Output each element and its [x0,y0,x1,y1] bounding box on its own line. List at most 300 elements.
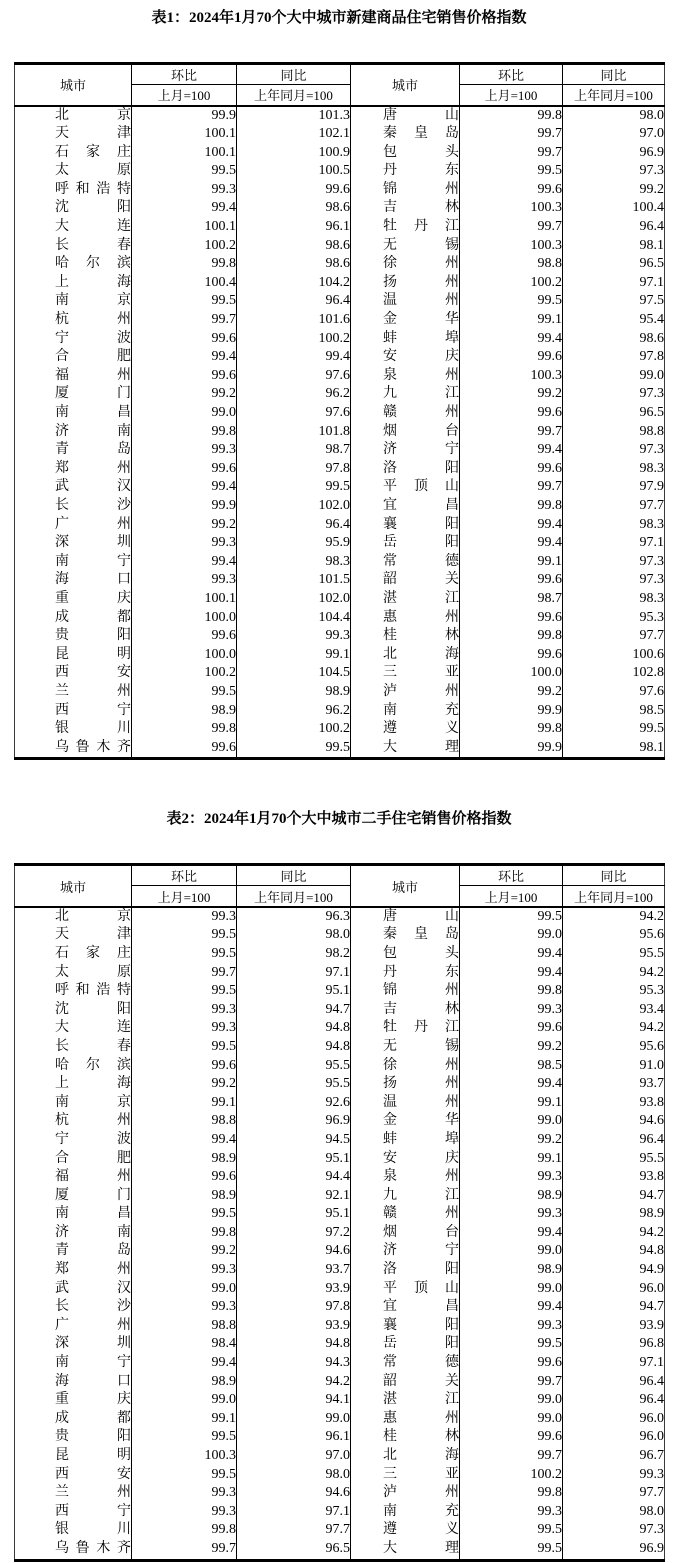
yoy-index-value: 94.7 [237,1001,351,1020]
mom-index-value: 99.5 [132,926,237,945]
city-name: 吉林 [383,200,459,216]
yoy-index-value: 95.6 [563,1038,665,1057]
yoy-index-value: 97.3 [563,162,665,181]
city-cell [351,1187,460,1206]
city-cell [351,1001,460,1020]
city-cell [351,1428,460,1447]
yoy-index-value: 96.0 [563,1280,665,1299]
yoy-index-value: 97.7 [563,627,665,646]
city-name: 大理 [383,1540,459,1556]
mom-index-value: 99.8 [460,1484,563,1503]
city-name: 武汉 [55,479,131,495]
mom-index-value: 99.3 [132,1261,237,1280]
yoy-index-value: 99.5 [237,478,351,497]
city-name: 安庆 [383,349,459,365]
table-row [15,274,665,293]
city-cell [351,1317,460,1336]
mom-index-value: 99.6 [460,646,563,665]
table-row [15,945,665,964]
table-row [15,627,665,646]
yoy-index-value: 92.6 [237,1094,351,1113]
yoy-index-value: 94.5 [237,1131,351,1150]
mom-index-value: 99.5 [132,1466,237,1485]
city-cell [15,125,132,144]
city-cell [351,964,460,983]
mom-index-value: 99.0 [460,926,563,945]
city-cell [15,1391,132,1410]
mom-index-value: 99.6 [132,627,237,646]
city-name: 杭州 [55,312,131,328]
yoy-index-value: 96.0 [563,1428,665,1447]
yoy-index-value: 94.9 [563,1261,665,1280]
city-cell [351,945,460,964]
mom-index-value: 98.9 [132,1187,237,1206]
city-name: 石家庄 [55,144,131,160]
mom-index-value: 99.4 [460,964,563,983]
yoy-index-value: 97.3 [563,553,665,572]
city-name: 合肥 [55,349,131,365]
yoy-index-value: 98.6 [563,330,665,349]
city-name: 沈阳 [55,1001,131,1017]
city-cell [15,1150,132,1169]
city-cell [351,237,460,256]
city-name: 韶关 [383,572,459,588]
mom-index-value: 100.3 [132,1447,237,1466]
yoy-index-value: 99.5 [563,720,665,739]
city-cell [351,627,460,646]
mom-index-value: 99.6 [132,739,237,759]
mom-index-value: 99.8 [460,106,563,126]
city-name: 洛阳 [383,1262,459,1278]
mom-index-value: 99.0 [460,1242,563,1261]
mom-index-value: 99.2 [460,1038,563,1057]
city-name: 扬州 [383,1076,459,1092]
mom-index-value: 99.3 [460,1205,563,1224]
city-name: 牡丹江 [383,1020,459,1036]
city-cell [351,1373,460,1392]
city-name: 郑州 [55,1262,131,1278]
city-cell [351,292,460,311]
mom-index-value: 99.4 [460,330,563,349]
city-cell [351,404,460,423]
yoy-index-value: 96.4 [563,1131,665,1150]
yoy-index-value: 95.1 [237,1205,351,1224]
mom-index-value: 99.0 [460,1410,563,1429]
city-name: 贵阳 [55,628,131,644]
city-name: 桂林 [383,1429,459,1445]
city-cell [15,1540,132,1560]
city-cell [15,311,132,330]
mom-index-value: 100.0 [132,609,237,628]
city-name: 宜昌 [383,1299,459,1315]
table-row [15,497,665,516]
city-cell [15,367,132,386]
header-yoy-base-right: 上年同月=100 [563,85,665,106]
city-name: 湛江 [383,1392,459,1408]
mom-index-value: 99.5 [460,1335,563,1354]
city-name: 南宁 [55,1355,131,1371]
city-name: 秦皇岛 [383,126,459,142]
city-cell [351,1242,460,1261]
city-cell [15,1521,132,1540]
city-name: 沈阳 [55,200,131,216]
table-row [15,1298,665,1317]
mom-index-value: 99.8 [460,627,563,646]
city-name: 厦门 [55,386,131,402]
yoy-index-value: 99.1 [237,646,351,665]
mom-index-value: 99.4 [132,1131,237,1150]
city-cell [15,1428,132,1447]
yoy-index-value: 94.8 [237,1038,351,1057]
header-yoy-base-left: 上年同月=100 [237,886,351,907]
city-cell [351,1150,460,1169]
table-row [15,534,665,553]
city-cell [15,720,132,739]
city-cell [351,162,460,181]
city-name: 韶关 [383,1373,459,1389]
yoy-index-value: 98.6 [237,237,351,256]
city-cell [15,1298,132,1317]
city-cell [351,571,460,590]
mom-index-value: 99.1 [132,1410,237,1429]
city-cell [15,478,132,497]
mom-index-value: 99.6 [460,1354,563,1373]
table-row [15,106,665,126]
city-cell [15,627,132,646]
yoy-index-value: 99.0 [237,1410,351,1429]
mom-index-value: 99.0 [132,1280,237,1299]
table-row [15,590,665,609]
table-row [15,199,665,218]
city-cell [351,497,460,516]
city-cell [351,1521,460,1540]
header-mom-base-left: 上月=100 [132,85,237,106]
city-name: 济宁 [383,1243,459,1259]
city-name: 大连 [55,219,131,235]
yoy-index-value: 97.1 [563,534,665,553]
city-cell [15,1242,132,1261]
table-row [15,1038,665,1057]
table-row [15,1224,665,1243]
yoy-index-value: 97.3 [563,441,665,460]
table-row [15,292,665,311]
yoy-index-value: 96.1 [237,1428,351,1447]
city-cell [15,404,132,423]
mom-index-value: 100.3 [460,367,563,386]
mom-index-value: 98.5 [460,1057,563,1076]
city-cell [15,553,132,572]
city-name: 无锡 [383,1038,459,1054]
mom-index-value: 99.7 [132,964,237,983]
yoy-index-value: 91.0 [563,1057,665,1076]
table-row [15,516,665,535]
city-name: 温州 [383,293,459,309]
city-cell [15,609,132,628]
city-name: 唐山 [383,107,459,123]
city-name: 包头 [383,945,459,961]
mom-index-value: 100.3 [460,199,563,218]
table-row [15,367,665,386]
yoy-index-value: 94.8 [563,1242,665,1261]
table-row [15,311,665,330]
mom-index-value: 99.4 [132,553,237,572]
city-name: 西宁 [55,1503,131,1519]
table-row [15,1373,665,1392]
city-name: 上海 [55,274,131,290]
city-cell [15,1335,132,1354]
yoy-index-value: 94.6 [237,1484,351,1503]
mom-index-value: 100.1 [132,590,237,609]
city-cell [351,478,460,497]
yoy-index-value: 93.7 [237,1261,351,1280]
table-row [15,1521,665,1540]
city-name: 唐山 [383,908,459,924]
city-cell [351,423,460,442]
mom-index-value: 99.4 [460,945,563,964]
yoy-index-value: 95.5 [563,1150,665,1169]
table-row [15,720,665,739]
mom-index-value: 99.4 [460,1298,563,1317]
yoy-index-value: 92.1 [237,1187,351,1206]
mom-index-value: 99.5 [460,292,563,311]
yoy-index-value: 94.8 [237,1019,351,1038]
city-cell [15,162,132,181]
mom-index-value: 99.8 [132,1224,237,1243]
yoy-index-value: 94.6 [237,1242,351,1261]
city-cell [15,1410,132,1429]
yoy-index-value: 96.2 [237,385,351,404]
city-name: 常德 [383,1355,459,1371]
mom-index-value: 99.2 [132,1075,237,1094]
city-name: 锦州 [383,181,459,197]
table-row [15,1261,665,1280]
yoy-index-value: 94.2 [563,907,665,927]
mom-index-value: 100.2 [132,664,237,683]
table2-title: 表2：2024年1月70个大中城市二手住宅销售价格指数 [166,811,512,828]
mom-index-value: 98.8 [132,1112,237,1131]
city-cell [351,1466,460,1485]
yoy-index-value: 101.5 [237,571,351,590]
mom-index-value: 99.3 [132,1001,237,1020]
mom-index-value: 99.6 [460,348,563,367]
mom-index-value: 99.7 [460,218,563,237]
mom-index-value: 100.2 [460,1466,563,1485]
mom-index-value: 99.1 [132,1094,237,1113]
city-name: 太原 [55,964,131,980]
yoy-index-value: 95.3 [563,982,665,1001]
yoy-index-value: 95.5 [237,1057,351,1076]
table-row [15,1466,665,1485]
city-name: 北京 [55,107,131,123]
city-name: 石家庄 [55,945,131,961]
header-mom-base-right: 上月=100 [460,85,563,106]
city-name: 合肥 [55,1150,131,1166]
mom-index-value: 98.9 [132,1150,237,1169]
city-cell [15,497,132,516]
yoy-index-value: 98.8 [563,423,665,442]
mom-index-value: 100.1 [132,218,237,237]
mom-index-value: 100.3 [460,237,563,256]
city-cell [15,664,132,683]
city-cell [15,423,132,442]
city-name: 宁波 [55,1131,131,1147]
city-cell [351,330,460,349]
city-name: 西安 [55,1466,131,1482]
city-name: 丹东 [383,163,459,179]
city-name: 岳阳 [383,1336,459,1352]
city-name: 天津 [55,927,131,943]
city-cell [351,1075,460,1094]
mom-index-value: 98.4 [132,1335,237,1354]
mom-index-value: 98.8 [460,255,563,274]
table-row [15,1019,665,1038]
mom-index-value: 99.1 [460,311,563,330]
city-cell [351,1131,460,1150]
mom-index-value: 99.2 [460,1131,563,1150]
yoy-index-value: 94.3 [237,1354,351,1373]
yoy-index-value: 94.2 [563,1019,665,1038]
city-name: 济南 [55,1224,131,1240]
header-city-left: 城市 [59,78,86,94]
mom-index-value: 99.7 [460,144,563,163]
yoy-index-value: 93.7 [563,1075,665,1094]
city-name: 惠州 [383,1410,459,1426]
mom-index-value: 99.3 [460,1503,563,1522]
city-cell [351,385,460,404]
yoy-index-value: 98.0 [237,926,351,945]
yoy-index-value: 102.0 [237,497,351,516]
city-cell [351,1280,460,1299]
city-cell [351,367,460,386]
mom-index-value: 99.4 [460,516,563,535]
city-name: 兰州 [55,1485,131,1501]
city-name: 北海 [383,646,459,662]
header-yoy-right: 同比 [563,64,665,85]
header-yoy-base-right: 上年同月=100 [563,886,665,907]
yoy-index-value: 100.5 [237,162,351,181]
table-row [15,1075,665,1094]
mom-index-value: 99.7 [460,1373,563,1392]
yoy-index-value: 97.5 [563,292,665,311]
city-name: 福州 [55,367,131,383]
yoy-index-value: 102.8 [563,664,665,683]
yoy-index-value: 97.8 [563,348,665,367]
city-cell [351,106,460,126]
table-row [15,683,665,702]
mom-index-value: 99.6 [460,609,563,628]
city-cell [15,907,132,927]
yoy-index-value: 97.2 [237,1224,351,1243]
table-row [15,255,665,274]
yoy-index-value: 97.9 [563,478,665,497]
yoy-index-value: 95.4 [563,311,665,330]
city-name: 南宁 [55,553,131,569]
mom-index-value: 99.3 [132,181,237,200]
table-row [15,907,665,927]
yoy-index-value: 97.1 [237,1503,351,1522]
table-row [15,1354,665,1373]
yoy-index-value: 96.4 [237,292,351,311]
city-cell [351,460,460,479]
city-name: 深圳 [55,535,131,551]
yoy-index-value: 101.8 [237,423,351,442]
mom-index-value: 99.3 [460,1317,563,1336]
city-cell [351,982,460,1001]
yoy-index-value: 98.3 [563,590,665,609]
city-name: 赣州 [383,405,459,420]
mom-index-value: 99.6 [132,460,237,479]
table-row [15,1484,665,1503]
yoy-index-value: 102.1 [237,125,351,144]
city-cell [15,330,132,349]
mom-index-value: 99.5 [132,292,237,311]
mom-index-value: 98.9 [132,702,237,721]
header-yoy-left: 同比 [237,64,351,85]
yoy-index-value: 96.9 [237,1112,351,1131]
yoy-index-value: 98.1 [563,237,665,256]
yoy-index-value: 97.8 [237,460,351,479]
yoy-index-value: 94.4 [237,1168,351,1187]
city-cell [15,1466,132,1485]
city-name: 洛阳 [383,460,459,476]
city-cell [15,1112,132,1131]
city-cell [15,1354,132,1373]
yoy-index-value: 95.6 [563,926,665,945]
city-name: 北京 [55,908,131,924]
mom-index-value: 99.7 [132,311,237,330]
city-cell [15,1503,132,1522]
city-cell [351,702,460,721]
city-name: 南昌 [55,1206,131,1222]
mom-index-value: 100.1 [132,144,237,163]
yoy-index-value: 98.2 [237,945,351,964]
mom-index-value: 99.8 [132,720,237,739]
table1-body [15,106,665,759]
yoy-index-value: 96.4 [237,516,351,535]
mom-index-value: 99.6 [460,460,563,479]
yoy-index-value: 97.7 [237,1521,351,1540]
city-cell [15,683,132,702]
city-name: 乌鲁木齐 [55,739,131,755]
city-name: 西安 [55,665,131,681]
mom-index-value: 99.6 [132,1057,237,1076]
city-name: 常德 [383,553,459,569]
city-cell [15,1075,132,1094]
city-cell [351,590,460,609]
city-cell [351,1540,460,1560]
mom-index-value: 99.5 [460,1521,563,1540]
header-city-right: 城市 [351,865,460,907]
city-name: 徐州 [383,1057,459,1073]
table-row [15,181,665,200]
mom-index-value: 99.1 [460,553,563,572]
city-name: 海口 [55,572,131,588]
city-cell [15,646,132,665]
yoy-index-value: 96.0 [563,1410,665,1429]
city-cell [15,348,132,367]
city-name: 乌鲁木齐 [55,1540,131,1556]
city-cell [15,1484,132,1503]
header-yoy-right: 同比 [563,865,665,886]
city-cell [351,1019,460,1038]
city-cell [351,1224,460,1243]
city-name: 蚌埠 [383,1131,459,1147]
mom-index-value: 99.5 [132,162,237,181]
city-name: 长春 [55,237,131,253]
mom-index-value: 99.6 [460,571,563,590]
city-name: 成都 [55,609,131,625]
city-cell [15,964,132,983]
